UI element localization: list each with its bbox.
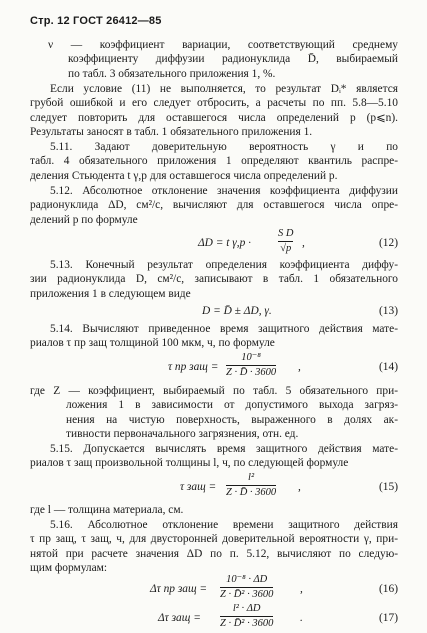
paragraph-condition: [30, 82, 398, 140]
page-header: Стр. 12 ГОСТ 26412—85: [30, 15, 162, 27]
formula-tail: .: [300, 612, 303, 624]
text-line: ложения 1 в зависимости от допустимого выхода загряз-: [66, 399, 398, 412]
definition-nu: [30, 38, 398, 81]
text-line: 5.12. Абсолютное отклонение значения коэффициента диффузии: [50, 185, 398, 197]
text-line: Если условие (11) не выполняется, то результат Dᵢ* является: [50, 83, 398, 95]
formula-number: (15): [379, 481, 398, 493]
numerator: 10⁻⁸ · ΔD: [226, 574, 268, 585]
paragraph-5-16: [30, 518, 398, 576]
formula-13: [30, 302, 398, 320]
text-line: нятой при расчете значения ΔD по п. 5.12, вычисляют по следую-: [30, 547, 398, 560]
formula-14: [30, 352, 398, 382]
formula-fraction: [278, 228, 293, 255]
text-line: коэффициенту диффузии радионуклида D̄, выбираемый: [68, 53, 398, 66]
numerator: 10⁻⁸: [241, 352, 261, 363]
text-line: риалов τ защ произвольной толщины l, ч, по следующей формуле: [30, 457, 349, 470]
paragraph-5-14: [30, 322, 398, 351]
formula-number: (13): [379, 305, 398, 317]
paragraph-5-12: [30, 184, 398, 227]
text-line: 5.13. Конечный результат определения коэффициента диффу-: [50, 259, 398, 271]
text-line: 5.14. Вычисляют приведенное время защитного действия мате-: [50, 323, 398, 335]
formula-number: (16): [379, 583, 398, 595]
formula-expr: D = D̄ ± ΔD, γ.: [202, 305, 272, 317]
formula-lhs: ΔD = t γ,p ·: [198, 237, 252, 249]
text-line: зии радионуклида D, см²/с, записывают в табл. 1 обязательного: [30, 273, 398, 286]
denominator: Z · D̄² · 3600: [220, 618, 274, 629]
paragraph-5-15: [30, 442, 398, 471]
formula-fraction: [226, 472, 276, 499]
formula-number: (17): [379, 612, 398, 624]
text-line: 5.11. Задают доверительную вероятность γ и по: [50, 141, 398, 153]
text-line: приложения 1 в следующем виде: [30, 287, 191, 300]
formula-tail: ,: [298, 481, 301, 493]
text-line: где Z — коэффициент, выбираемый по табл. 5 обязательного при-: [30, 385, 398, 397]
formula-lhs: τ защ =: [180, 481, 217, 493]
formula-fraction: [220, 574, 273, 601]
denominator: Z · D̄ · 3600: [226, 487, 277, 498]
text-line: грубой ошибкой и его следует отбросить, а расчеты по пп. 5.8—5.10: [30, 97, 398, 110]
formula-fraction: [226, 352, 276, 379]
text-line: ν — коэффициент вариации, соответствующий среднему: [48, 39, 398, 51]
formula-tail: ,: [300, 583, 303, 595]
text-line: следует повторить для оставшегося числа определений p (p⩽n).: [30, 111, 398, 124]
formula-number: (12): [379, 237, 398, 249]
numerator: l² · ΔD: [232, 603, 261, 614]
text-line: щим формулам:: [30, 562, 108, 575]
numerator: S D: [278, 228, 294, 239]
text-line: где l — толщина материала, см.: [30, 504, 184, 516]
denominator: √p: [280, 243, 292, 254]
text-line: по табл. 3 обязательного приложения 1, %.: [68, 67, 276, 80]
formula-tail: ,: [298, 361, 301, 373]
definition-z: [30, 384, 398, 442]
formula-16: [30, 574, 398, 604]
text-line: τ пр защ, τ защ, ч, для двусторонней доверительной вероятности γ, при-: [30, 533, 398, 546]
formula-fraction: [220, 603, 273, 630]
text-line: 5.15. Допускается вычислять время защитного действия мате-: [50, 443, 398, 455]
formula-number: (14): [379, 361, 398, 373]
formula-lhs: Δτ пр защ =: [150, 583, 208, 595]
text-line: радионуклида ΔD, см²/с, вычисляют для оставшегося числа опре-: [30, 199, 398, 212]
text-line: риалов τ пр защ толщиной 100 мкм, ч, по формуле: [30, 337, 275, 350]
formula-12: [30, 228, 398, 258]
text-line: деления Стьюдента t γ,p для оставшегося числа определений p.: [30, 169, 338, 182]
denominator: Z · D̄² · 3600: [220, 589, 274, 600]
formula-15: [30, 472, 398, 502]
formula-lhs: Δτ защ =: [158, 612, 201, 624]
formula-17: [30, 603, 398, 633]
text-line: нения на чистую поверхность, выраженного в долях ак-: [66, 413, 398, 426]
definition-l: [30, 503, 398, 517]
denominator: Z · D̄ · 3600: [226, 367, 277, 378]
paragraph-5-11: [30, 140, 398, 183]
text-line: 5.16. Абсолютное отклонение времени защитного действия: [50, 519, 398, 531]
paragraph-5-13: [30, 258, 398, 301]
formula-tail: ,: [302, 237, 305, 249]
numerator: l²: [248, 472, 255, 483]
formula-lhs: τ пр защ =: [168, 361, 219, 373]
text-line: Результаты заносят в табл. 1 обязательного приложения 1.: [30, 126, 313, 139]
text-line: делений p по формуле: [30, 213, 138, 226]
text-line: тивности первоначального загрязнения, отн. ед.: [66, 428, 299, 441]
text-line: табл. 4 обязательного приложения 1 определяют квантиль распре-: [30, 155, 398, 168]
